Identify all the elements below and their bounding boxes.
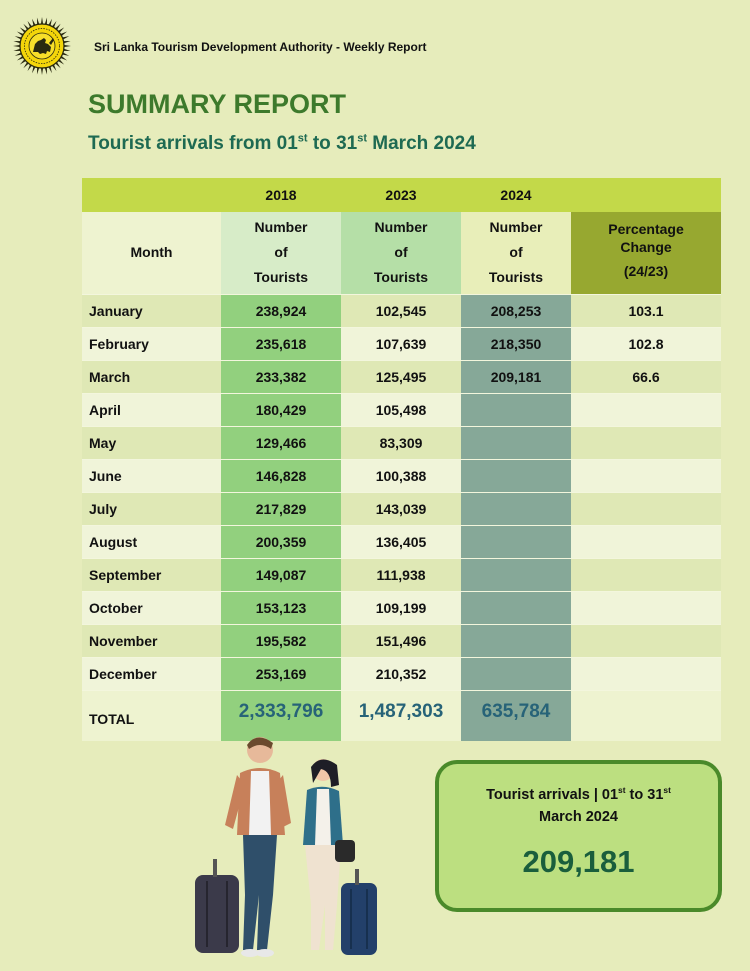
value-2023-cell: 109,199 [341, 591, 461, 624]
travelers-with-luggage-illustration [185, 735, 385, 960]
summary-box-title: Tourist arrivals | 01st to 31st March 2024 [486, 785, 671, 825]
percentage-change-header: Percentage Change (24/23) [571, 212, 721, 294]
value-2018-cell: 149,087 [221, 558, 341, 591]
value-2023-cell: 210,352 [341, 657, 461, 690]
value-2018-cell: 233,382 [221, 360, 341, 393]
percentage-change-cell: 66.6 [571, 360, 721, 393]
month-cell: June [82, 459, 221, 492]
total-row [82, 690, 721, 741]
table-row [82, 459, 721, 492]
value-2018-cell: 180,429 [221, 393, 341, 426]
table-row [82, 327, 721, 360]
year-header-2023: 2023 [341, 178, 461, 212]
percentage-change-cell [571, 393, 721, 426]
value-2018-cell: 153,123 [221, 591, 341, 624]
value-2024-cell: 208,253 [461, 294, 571, 327]
table-row [82, 492, 721, 525]
percentage-change-cell [571, 591, 721, 624]
month-cell: December [82, 657, 221, 690]
percentage-change-cell [571, 525, 721, 558]
percentage-change-cell [571, 657, 721, 690]
table-row [82, 294, 721, 327]
table-row [82, 558, 721, 591]
percentage-change-cell [571, 492, 721, 525]
value-2023-cell: 105,498 [341, 393, 461, 426]
arrivals-table [82, 178, 721, 741]
value-2024-cell: 209,181 [461, 360, 571, 393]
percentage-change-cell [571, 558, 721, 591]
table-row [82, 360, 721, 393]
value-2023-cell: 151,496 [341, 624, 461, 657]
value-2018-cell: 217,829 [221, 492, 341, 525]
value-2018-cell: 238,924 [221, 294, 341, 327]
year-header-row [82, 178, 721, 212]
value-2024-cell [461, 558, 571, 591]
value-2024-cell: 218,350 [461, 327, 571, 360]
value-2023-cell: 125,495 [341, 360, 461, 393]
total-pct [571, 690, 721, 741]
value-2018-cell: 200,359 [221, 525, 341, 558]
summary-box [435, 760, 722, 912]
value-2023-cell: 83,309 [341, 426, 461, 459]
summary-box-value: 209,181 [522, 844, 635, 879]
value-2024-cell [461, 393, 571, 426]
value-2018-cell: 129,466 [221, 426, 341, 459]
year-header-2018: 2018 [221, 178, 341, 212]
value-2023-cell: 136,405 [341, 525, 461, 558]
value-2023-cell: 111,938 [341, 558, 461, 591]
month-cell: November [82, 624, 221, 657]
month-cell: January [82, 294, 221, 327]
value-2023-cell: 100,388 [341, 459, 461, 492]
value-2023-cell: 143,039 [341, 492, 461, 525]
value-2023-cell: 107,639 [341, 327, 461, 360]
value-2023-cell: 102,545 [341, 294, 461, 327]
value-2018-cell: 146,828 [221, 459, 341, 492]
table-row [82, 657, 721, 690]
tourists-header-2023: Number of Tourists [341, 212, 461, 294]
value-2018-cell: 235,618 [221, 327, 341, 360]
year-header-blank-pct [571, 178, 721, 212]
value-2024-cell [461, 591, 571, 624]
tourists-header-2018: Number of Tourists [221, 212, 341, 294]
month-cell: May [82, 426, 221, 459]
percentage-change-cell [571, 459, 721, 492]
percentage-change-cell [571, 426, 721, 459]
tourists-header-2024: Number of Tourists [461, 212, 571, 294]
total-2024: 635,784 [461, 690, 571, 741]
percentage-change-cell: 103.1 [571, 294, 721, 327]
year-header-2024: 2024 [461, 178, 571, 212]
total-label: TOTAL [82, 690, 221, 741]
value-2024-cell [461, 459, 571, 492]
organization-header: Sri Lanka Tourism Development Authority - Weekly Report [94, 40, 427, 54]
month-cell: March [82, 360, 221, 393]
page-title: SUMMARY REPORT [88, 89, 347, 119]
value-2024-cell [461, 624, 571, 657]
sri-lanka-lion-emblem-icon [12, 16, 72, 76]
column-header-row [82, 212, 721, 294]
value-2024-cell [461, 492, 571, 525]
month-cell: February [82, 327, 221, 360]
table-row [82, 393, 721, 426]
table-row [82, 591, 721, 624]
month-cell: October [82, 591, 221, 624]
value-2018-cell: 195,582 [221, 624, 341, 657]
month-cell: August [82, 525, 221, 558]
total-2023: 1,487,303 [341, 690, 461, 741]
table-row [82, 426, 721, 459]
percentage-change-cell [571, 624, 721, 657]
total-2018: 2,333,796 [221, 690, 341, 741]
month-cell: April [82, 393, 221, 426]
value-2018-cell: 253,169 [221, 657, 341, 690]
month-cell: July [82, 492, 221, 525]
month-cell: September [82, 558, 221, 591]
month-column-header: Month [82, 212, 221, 294]
table-row [82, 624, 721, 657]
percentage-change-cell: 102.8 [571, 327, 721, 360]
value-2024-cell [461, 426, 571, 459]
page-subtitle: Tourist arrivals from 01st to 31st March 2024 [88, 132, 476, 154]
value-2024-cell [461, 525, 571, 558]
table-row [82, 525, 721, 558]
year-header-blank [82, 178, 221, 212]
value-2024-cell [461, 657, 571, 690]
